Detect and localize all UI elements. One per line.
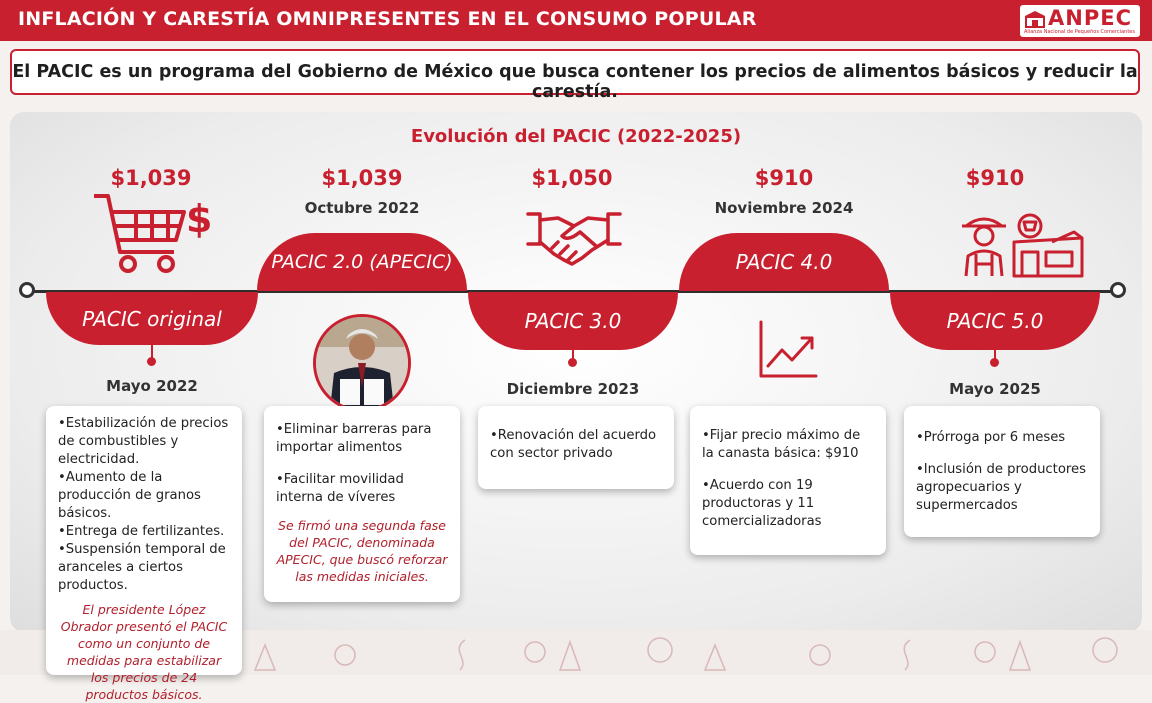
anpec-logo — [1020, 5, 1140, 37]
stage-4-card — [690, 406, 886, 555]
store-logo-icon — [1024, 10, 1046, 28]
stage-1-bullet: •Aumento de la producción de granos básicos. — [58, 470, 201, 521]
header-bar — [0, 0, 1152, 41]
stage-4-bullet: •Acuerdo con 19 productoras y 11 comercializadoras — [702, 478, 822, 529]
stage-3-date: Diciembre 2023 — [506, 380, 640, 398]
stage-5-card — [904, 406, 1100, 537]
shopping-cart-dollar-icon — [92, 192, 216, 278]
stage-5-bullet: •Prórroga por 6 meses — [916, 430, 1066, 445]
intro-text: El PACIC es un programa del Gobierno de México que busca contener los precios de alimentos básicos y reducir la carestía. — [12, 62, 1138, 102]
stage-5-name: PACIC 5.0 — [946, 309, 1044, 333]
stage-2-date: Octubre 2022 — [304, 199, 420, 217]
stage-3-pill — [468, 292, 678, 350]
stage-1-date: Mayo 2022 — [106, 377, 198, 395]
stage-4-date: Noviembre 2024 — [714, 199, 854, 217]
stage-2-card — [264, 406, 460, 602]
farmer-store-icon — [962, 212, 1084, 278]
section-title: Evolución del PACIC (2022-2025) — [410, 126, 742, 147]
stage-4-name: PACIC 4.0 — [735, 250, 833, 274]
stage-3-price: $1,050 — [531, 166, 613, 190]
president-photo — [313, 314, 411, 412]
timeline-end-cap — [1110, 282, 1126, 298]
stage-5-pill — [890, 292, 1100, 350]
intro-banner — [10, 49, 1140, 102]
stage-1-note: El presidente López Obrador presentó el PACIC como un conjunto de medidas para estabilizar los precios de 24 productos básicos. — [60, 602, 228, 702]
stage-1-bullet: •Estabilización de precios de combustibles y electricidad. — [58, 416, 229, 467]
logo-subtitle: Alianza Nacional de Pequeños Comerciantes — [1024, 29, 1135, 35]
handshake-icon — [526, 210, 622, 268]
stage-4-price: $910 — [754, 166, 814, 190]
trend-chart-icon — [758, 320, 818, 380]
stage-1-card — [46, 406, 242, 702]
stage-1-bullet: •Suspensión temporal de aranceles a ciertos productos. — [58, 542, 226, 593]
stage-3-bullet: •Renovación del acuerdo con sector privado — [490, 428, 657, 461]
stage-2-bullet: •Eliminar barreras para importar alimentos — [276, 422, 432, 455]
stage-5-price: $910 — [965, 166, 1025, 190]
stage-4-pill — [679, 233, 889, 291]
stage-5-bullet: •Inclusión de productores agropecuarios y supermercados — [916, 462, 1087, 513]
stage-1-dot — [147, 357, 156, 366]
stage-4-bullet: •Fijar precio máximo de la canasta básica: $910 — [702, 428, 861, 461]
stage-3-card — [478, 406, 674, 489]
stage-2-price: $1,039 — [321, 166, 403, 190]
stage-1-pill — [46, 292, 258, 345]
stage-2-bullet: •Facilitar movilidad interna de víveres — [276, 472, 404, 505]
page-title: INFLACIÓN Y CARESTÍA OMNIPRESENTES EN EL CONSUMO POPULAR — [18, 8, 757, 30]
stage-1-bullet: •Entrega de fertilizantes. — [58, 524, 225, 539]
stage-1-price: $1,039 — [110, 166, 192, 190]
stage-2-name: PACIC 2.0 (APECIC) — [271, 251, 453, 273]
president-portrait-icon — [316, 317, 408, 409]
stage-1-name: PACIC original — [82, 306, 222, 331]
timeline-start-cap — [19, 282, 35, 298]
stage-5-date: Mayo 2025 — [949, 380, 1041, 398]
stage-3-dot — [568, 358, 577, 367]
stage-2-pill — [257, 233, 467, 291]
stage-5-dot — [990, 358, 999, 367]
stage-2-note: Se firmó una segunda fase del PACIC, denominada APECIC, que buscó reforzar las medidas iniciales. — [276, 518, 448, 584]
svg-text:$: $ — [186, 197, 213, 241]
stage-3-name: PACIC 3.0 — [524, 309, 622, 333]
logo-wordmark: ANPEC — [1048, 6, 1132, 30]
